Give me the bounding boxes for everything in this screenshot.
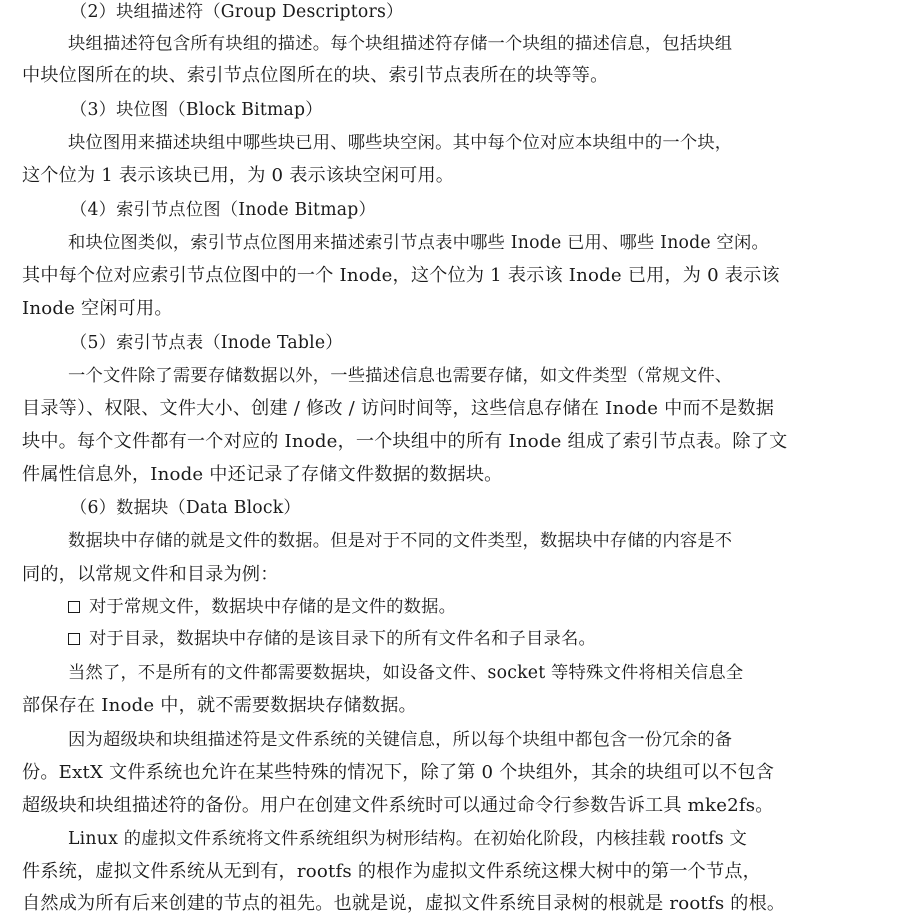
section-5-line-1: 一个文件除了需要存储数据以外，一些描述信息也需要存储，如文件类型（常规文件、	[68, 366, 733, 386]
paragraph-3-line-1: Linux 的虚拟文件系统将文件系统组织为树形结构。在初始化阶段，内核挂载 rootfs 文	[68, 829, 747, 849]
paragraph-2-line-2: 份。ExtX 文件系统也允许在某些特殊的情况下，除了第 0 个块组外，其余的块组可以不包含	[22, 762, 775, 783]
section-4-line-2: 其中每个位对应索引节点位图中的一个 Inode，这个位为 1 表示该 Inode 已用，为 0 表示该	[22, 265, 780, 286]
section-3-line-2: 这个位为 1 表示该块已用，为 0 表示该块空闲可用。	[22, 165, 455, 186]
paragraph-3-line-2: 件系统，虚拟文件系统从无到有，rootfs 的根作为虚拟文件系统这棵大树中的第一个节点，	[22, 861, 761, 882]
section-6-line-1: 数据块中存储的就是文件的数据。但是对于不同的文件类型，数据块中存储的内容是不	[68, 531, 733, 551]
paragraph-1-line-1: 当然了，不是所有的文件都需要数据块，如设备文件、socket 等特殊文件将相关信息全	[68, 663, 744, 683]
section-3-line-1: 块位图用来描述块组中哪些块已用、哪些块空闲。其中每个位对应本块组中的一个块，	[68, 133, 733, 153]
checkbox-bullet-icon	[68, 601, 80, 613]
section-4-line-1: 和块位图类似，索引节点位图用来描述索引节点表中哪些 Inode 已用、哪些 Inode 空闲。	[68, 233, 769, 253]
paragraph-1-line-2: 部保存在 Inode 中，就不需要数据块存储数据。	[22, 695, 417, 716]
section-4-heading: （4）索引节点位图（Inode Bitmap）	[70, 200, 376, 220]
paragraph-2-line-1: 因为超级块和块组描述符是文件系统的关键信息，所以每个块组中都包含一份冗余的备	[68, 730, 733, 750]
section-6-heading: （6）数据块（Data Block）	[70, 498, 301, 518]
paragraph-2-line-3: 超级块和块组描述符的备份。用户在创建文件系统时可以通过命令行参数告诉工具 mke2fs。	[22, 795, 774, 816]
bullet-item	[0, 596, 908, 618]
section-6-line-2: 同的，以常规文件和目录为例：	[22, 564, 279, 585]
section-5-line-2: 目录等）、权限、文件大小、创建 / 修改 / 访问时间等，这些信息存储在 Inode 中而不是数据	[22, 398, 775, 419]
section-2-line-1: 块组描述符包含所有块组的描述。每个块组描述符存储一个块组的描述信息，包括块组	[68, 34, 733, 54]
bullet-item	[0, 628, 908, 650]
checkbox-bullet-icon	[68, 633, 80, 645]
bullet-text: 对于常规文件，数据块中存储的是文件的数据。	[89, 597, 457, 617]
section-5-heading: （5）索引节点表（Inode Table）	[70, 333, 343, 353]
section-5-line-4: 件属性信息外，Inode 中还记录了存储文件数据的数据块。	[22, 464, 503, 485]
bullet-text: 对于目录，数据块中存储的是该目录下的所有文件名和子目录名。	[89, 629, 596, 649]
section-4-line-3: Inode 空闲可用。	[22, 298, 173, 319]
section-2-line-2: 中块位图所在的块、索引节点位图所在的块、索引节点表所在的块等等。	[22, 65, 609, 86]
paragraph-3-line-3: 自然成为所有后来创建的节点的祖先。也就是说，虚拟文件系统目录树的根就是 rootfs 的根。	[22, 893, 786, 914]
section-5-line-3: 块中。每个文件都有一个对应的 Inode，一个块组中的所有 Inode 组成了索引节点表。除了文	[22, 431, 788, 452]
section-2-heading: （2）块组描述符（Group Descriptors）	[70, 2, 404, 22]
section-3-heading: （3）块位图（Block Bitmap）	[70, 100, 323, 120]
